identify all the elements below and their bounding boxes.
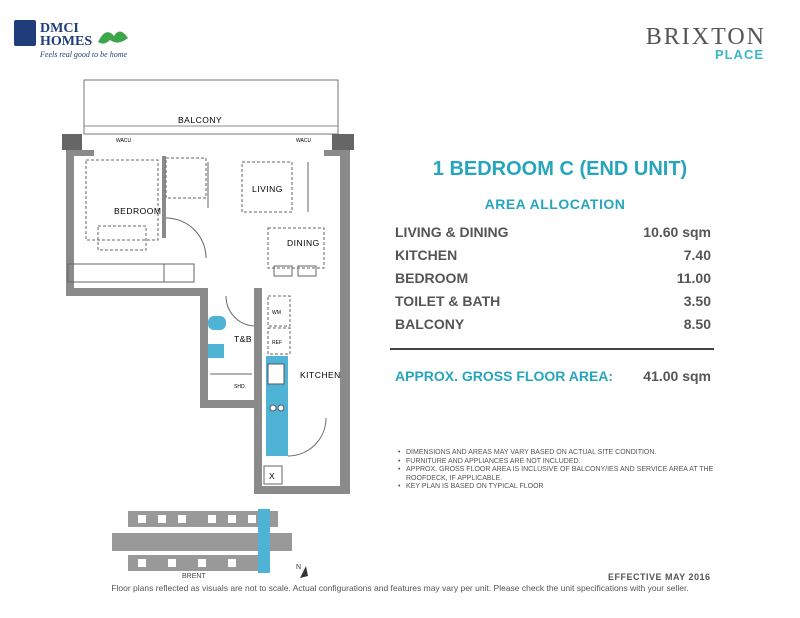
gross-floor-area-label: APPROX. GROSS FLOOR AREA:	[395, 368, 614, 384]
leaf-icon	[96, 24, 130, 48]
area-value: 11.00	[676, 270, 711, 286]
area-table	[395, 224, 715, 339]
area-value: 7.40	[683, 247, 711, 263]
wm-label: WM	[272, 310, 281, 316]
gross-floor-area	[395, 368, 715, 384]
area-row	[395, 247, 715, 270]
area-label: BALCONY	[395, 316, 465, 332]
wacu-label-right: WACU	[296, 138, 312, 144]
area-value: 3.50	[683, 293, 711, 309]
logo-line2: HOMES	[40, 34, 93, 49]
area-row	[395, 224, 715, 247]
brand-sub: PLACE	[714, 47, 764, 62]
area-label: KITCHEN	[395, 247, 458, 263]
area-label: TOILET & BATH	[395, 293, 501, 309]
note-item: • KEY PLAN IS BASED ON TYPICAL FLOOR	[398, 483, 718, 492]
area-row	[395, 316, 715, 339]
shd-label: SHD.	[234, 384, 246, 390]
note-item: • DIMENSIONS AND AREAS MAY VARY BASED ON ACTUAL SITE CONDITION.	[398, 449, 718, 458]
logo-tagline: Feels real good to be home	[40, 50, 128, 59]
note-item: • FURNITURE AND APPLIANCES ARE NOT INCLUDED.	[398, 458, 718, 467]
logo-line1: DMCI	[40, 21, 79, 36]
gross-floor-area-value: 41.00 sqm	[643, 368, 711, 384]
kitchen-label: KITCHEN	[300, 370, 341, 380]
brand-name: BRIXTON	[645, 24, 766, 50]
bedroom-label: BEDROOM	[114, 206, 162, 216]
area-allocation-heading: AREA ALLOCATION	[484, 196, 626, 212]
area-label: BEDROOM	[395, 270, 469, 286]
area-row	[395, 270, 715, 293]
disclaimer: Floor plans reflected as visuals are not to scale. Actual configurations and features may vary per unit. Please check the unit specifications with your seller.	[111, 583, 689, 593]
area-value: 8.50	[683, 316, 711, 332]
ref-label: REF	[272, 340, 282, 346]
dmci-logo-mark	[14, 20, 36, 46]
area-value: 10.60 sqm	[643, 224, 711, 240]
notes-list	[398, 449, 718, 492]
shaft-x-label: X	[269, 471, 276, 481]
effective-date: EFFECTIVE MAY 2016	[608, 572, 711, 582]
north-label: N	[296, 564, 302, 571]
key-plan-street: BRENT	[182, 573, 206, 580]
balcony-label: BALCONY	[178, 115, 223, 125]
floor-plan	[58, 78, 358, 500]
divider	[390, 348, 714, 350]
dining-label: DINING	[287, 238, 320, 248]
area-row	[395, 293, 715, 316]
wacu-label-left: WACU	[116, 138, 132, 144]
dmci-logo-text	[40, 22, 92, 48]
area-label: LIVING & DINING	[395, 224, 509, 240]
unit-title: 1 BEDROOM C (END UNIT)	[432, 158, 688, 180]
living-label: LIVING	[252, 184, 283, 194]
tb-label: T&B	[234, 334, 253, 344]
note-item: • APPROX. GROSS FLOOR AREA IS INCLUSIVE OF BALCONY/IES AND SERVICE AREA AT THE ROOFDECK, IF APPLICABLE.	[398, 466, 718, 483]
key-plan	[108, 503, 304, 581]
